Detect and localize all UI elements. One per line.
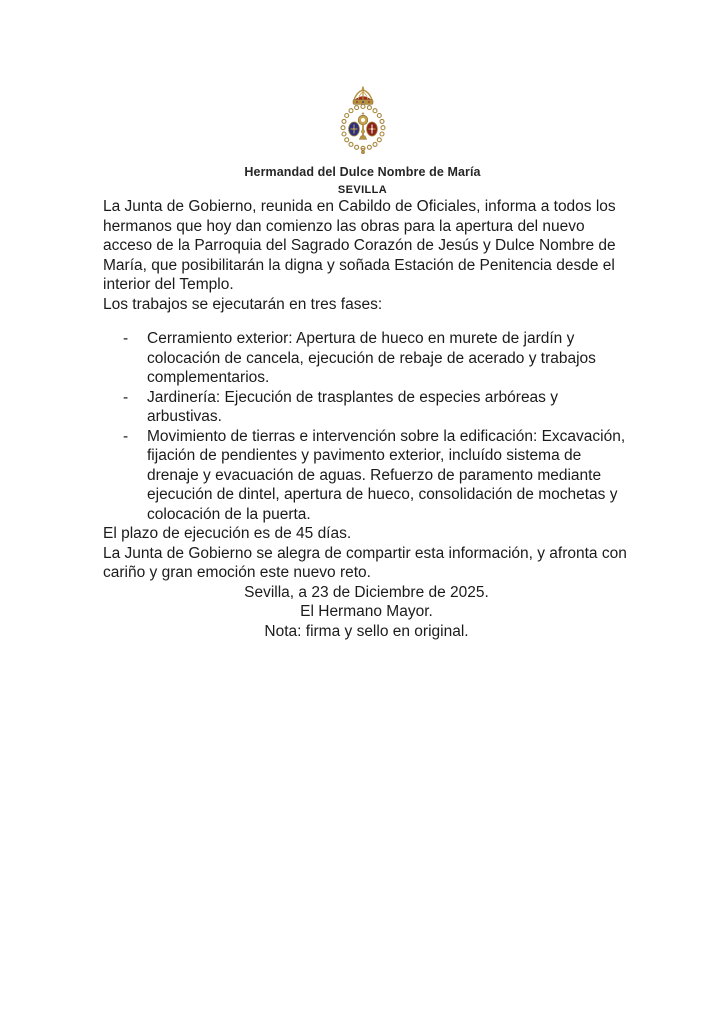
blue-shield-icon xyxy=(348,122,359,136)
original-note: Nota: firma y sello en original. xyxy=(264,622,469,640)
red-shield-icon xyxy=(366,122,377,136)
work-item xyxy=(103,388,630,427)
works-list xyxy=(103,329,630,524)
work-item-text: Jardinería: Ejecución de trasplantes de especies arbóreas y arbustivas. xyxy=(147,388,558,425)
organization-name: Hermandad del Dulce Nombre de María xyxy=(244,165,481,179)
dash-icon: - xyxy=(123,330,129,347)
work-item xyxy=(103,427,630,525)
crown-icon xyxy=(353,86,373,104)
dateline: Sevilla, a 23 de Diciembre de 2025. xyxy=(244,583,489,601)
dash-icon: - xyxy=(123,388,129,406)
closing-paragraph: La Junta de Gobierno se alegra de compartir esta información, y afronta con cariño y gran emoción este nuevo reto. xyxy=(103,544,627,581)
work-item-text: Cerramiento exterior: Apertura de hueco en murete de jardín y colocación de cancela, ejecución de rebaje de acerado y trabajos complementarios. xyxy=(147,330,596,386)
dash-icon: - xyxy=(123,427,129,445)
intro-paragraph: La Junta de Gobierno, reunida en Cabildo de Oficiales, informa a todos los hermanos que hoy dan comienzo las obras para la apertura del nuevo acceso de la Parroquia del Sagrado Corazón de Jesús y Dulce Nombre de María, que posibilitarán la digna y soñada Estación de Penitencia desde el interior del Templo. xyxy=(103,198,616,293)
pendant-icon xyxy=(361,148,364,154)
crest-container xyxy=(0,0,725,154)
work-item xyxy=(103,329,630,388)
city-label: SEVILLA xyxy=(337,184,388,196)
phases-paragraph: Los trabajos se ejecutarán en tres fases: xyxy=(103,295,383,313)
monstrance-icon xyxy=(358,112,368,139)
signature-line: El Hermano Mayor. xyxy=(300,603,433,620)
work-item-text: Movimiento de tierras e intervención sobre la edificación: Excavación, fijación de pendientes y pavimento exterior, incluído sistema de drenaje y evacuación de aguas. Refuerzo de paramento mediante ejecución de dintel, apertura de hueco, consolidación de mochetas y colocación de la puerta. xyxy=(147,427,626,523)
letter-body xyxy=(0,197,725,641)
hermandad-crest-icon xyxy=(333,86,393,154)
deadline-paragraph: El plazo de ejecución es de 45 días. xyxy=(103,525,352,542)
